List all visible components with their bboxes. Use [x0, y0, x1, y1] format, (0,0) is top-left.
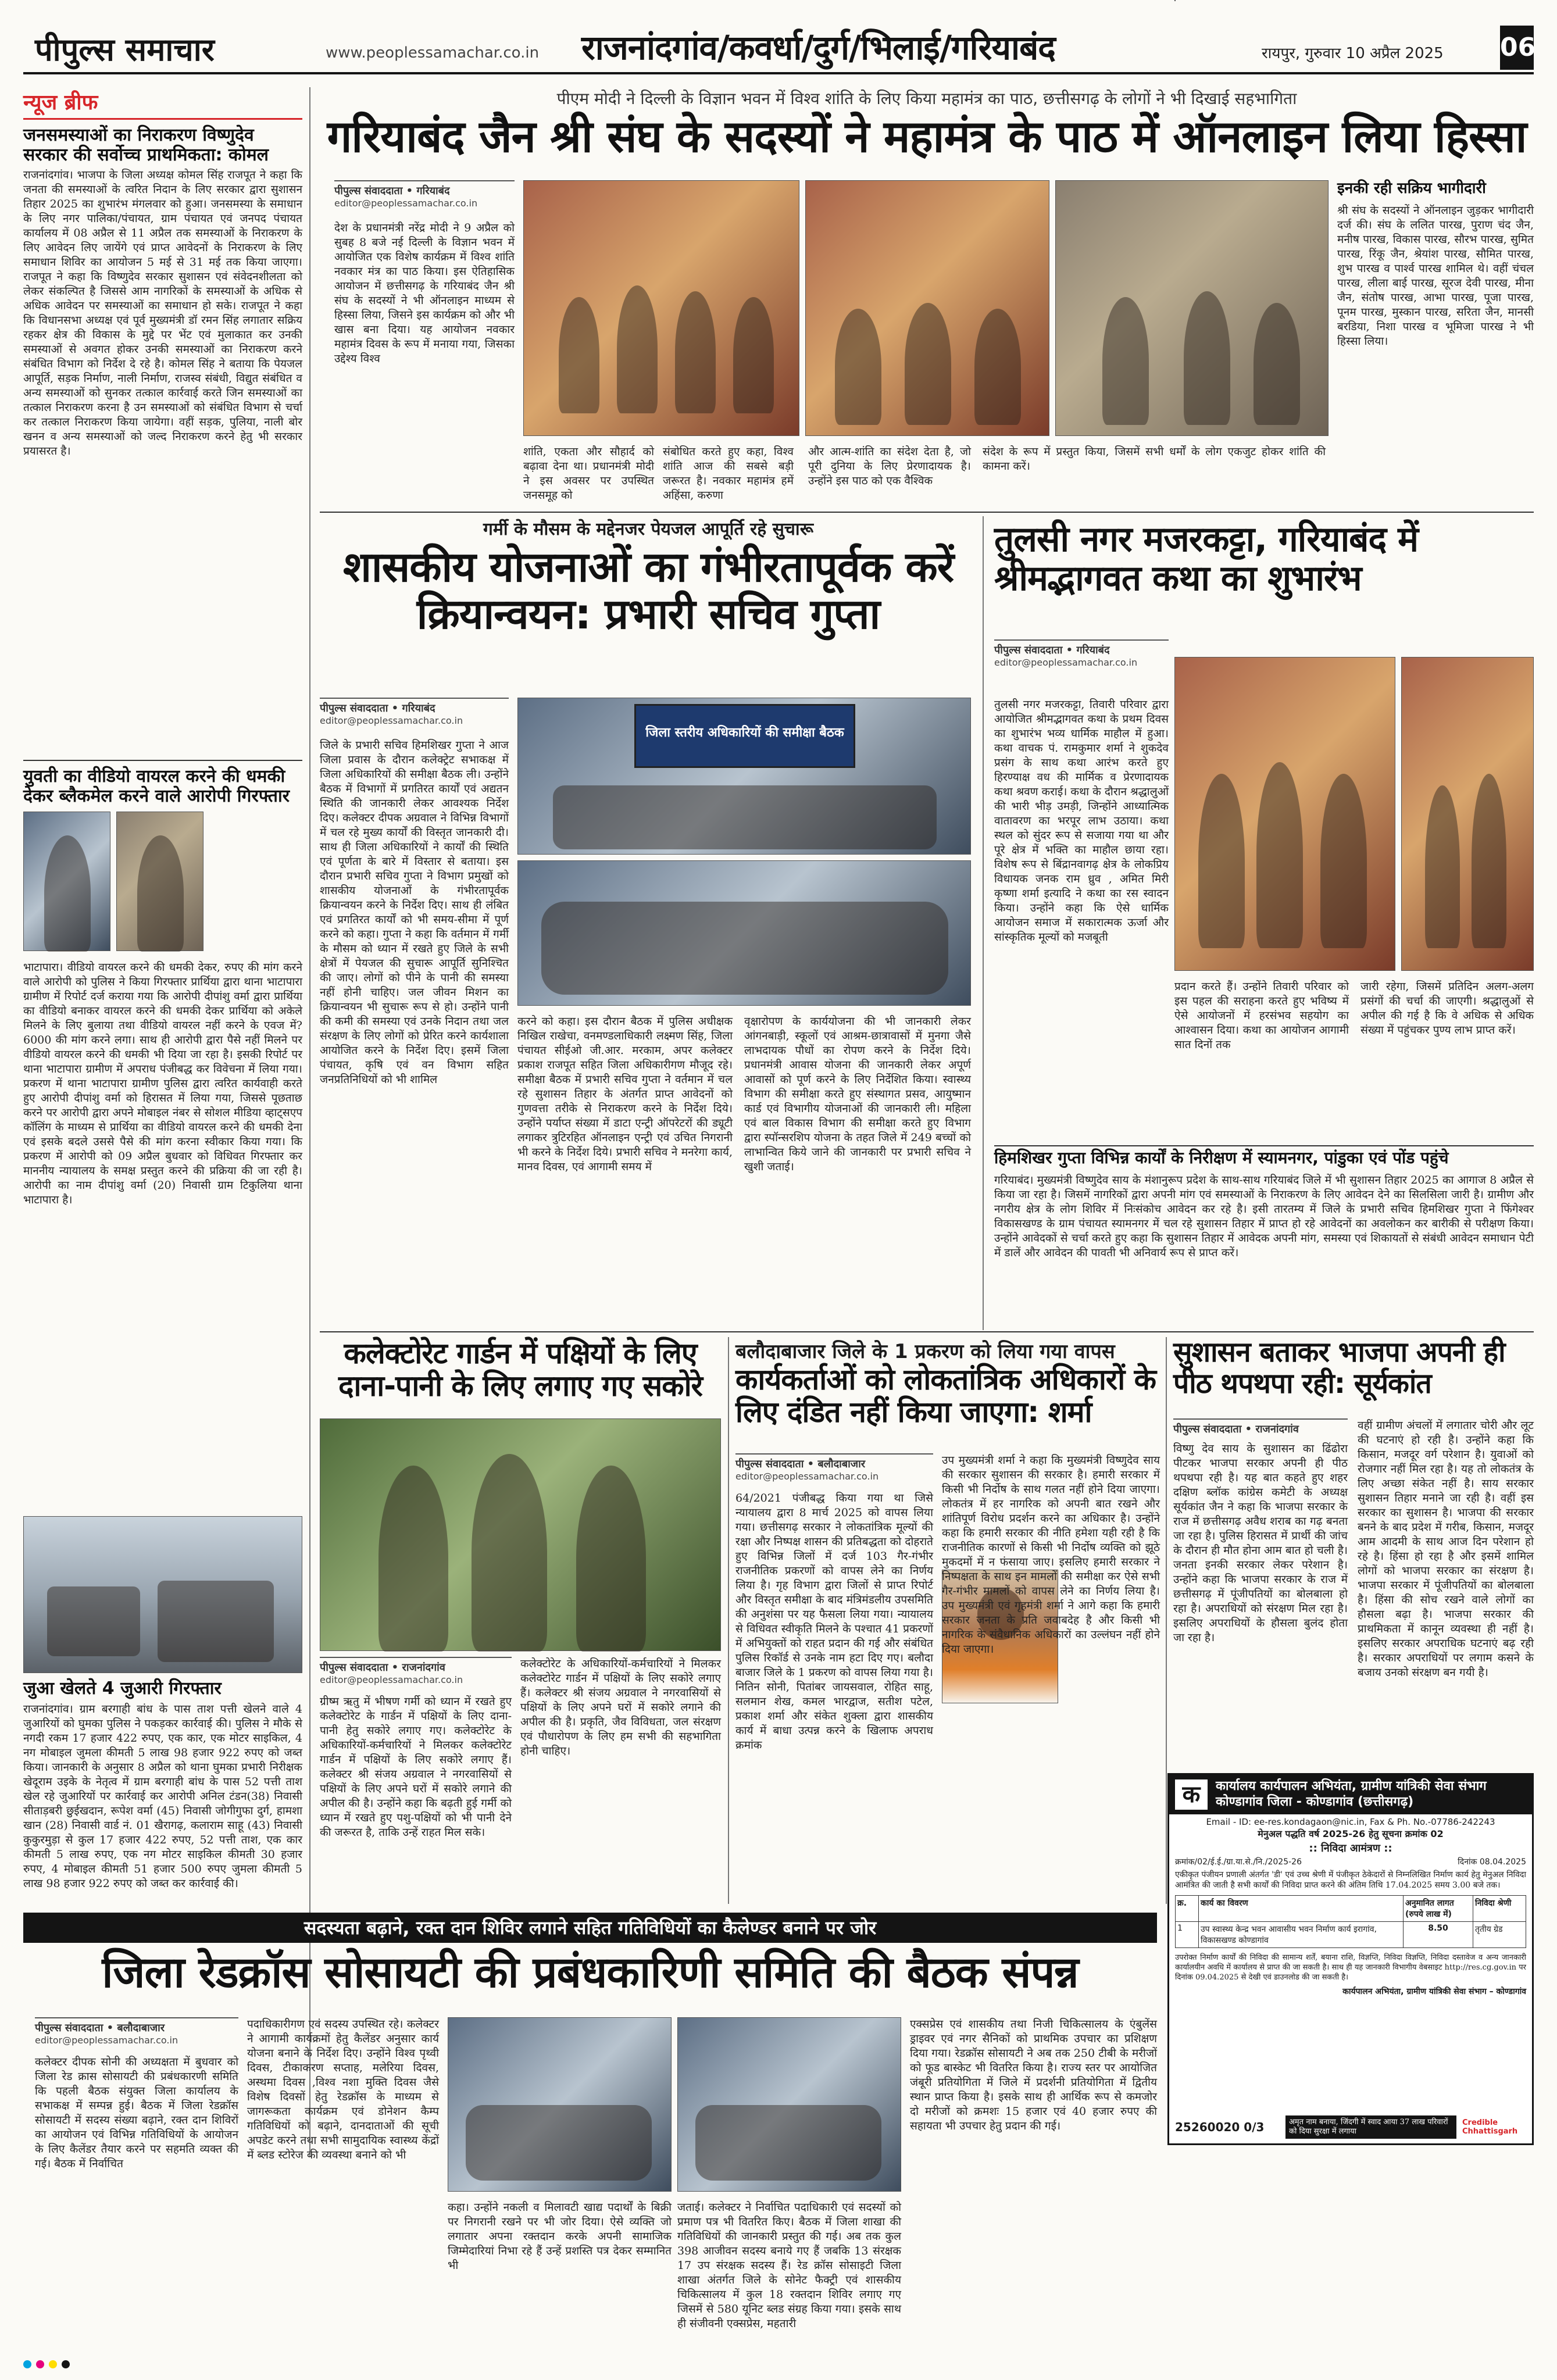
redcross-byline — [35, 2017, 238, 2046]
lead-byline-email: editor@peoplessamachar.co.in — [334, 198, 478, 209]
katha-photo-1 — [1174, 0, 1176, 1]
tender-signature: कार्यपालन अभियंता, ग्रामीण यांत्रिकी सेवा संभाग – कोण्डागांव — [1342, 1987, 1526, 1996]
lead-kicker: पीएम मोदी ने दिल्ली के विज्ञान भवन में विश्व शांति के लिए किया महामंत्र का पाठ, छत्तीसगढ़ के लोगों ने भी दिखाई सहभागिता — [556, 89, 1297, 108]
redcross-meeting-photo-2 — [677, 2017, 901, 2192]
redcross-byline-email: editor@peoplessamachar.co.in — [35, 2035, 178, 2046]
masthead-dateline: रायपुर, गुरुवार 10 अप्रैल 2025 — [1262, 45, 1444, 62]
tender-row-class: तृतीय ग्रेड — [1475, 1925, 1503, 1934]
scheme-headline: शासकीय योजनाओं का गंभीरतापूर्वक करें क्रियान्वयन: प्रभारी सचिव गुप्ता — [342, 542, 954, 638]
redcross-body-1: कलेक्टर दीपक सोनी की अध्यक्षता में बुधवार को जिला रेड क्रास सोसायटी की प्रबंधकारणी समिति कि पहली बैठक संयुक्त जिला कार्यालय के सभाकक्ष में सम्पन्न हुई। बैठक में जिला रेडक्रॉस सोसायटी में सदस्य संख्या बढ़ाने, रक्त दान शिविरों का आयोजन एवं विभिन्न गतिविधियों के आयोजन के लिए कैलेंडर तैयार करने पर सहमति व्यक्त की गई। बैठक में निर्वाचित — [35, 2056, 238, 2170]
accused-photo — [23, 812, 110, 951]
redcross-body-5: एक्सप्रेस एवं शासकीय तथा निजी चिकित्सालय के एंबुलेंस ड्राइवर एवं नगर सैनिकों को प्राथमिक उपचार का प्रशिक्षण दिया गया। रेडक्रॉस सोसायटी ने अब तक 250 टीबी के मरीजों को फूड बास्केट भी वितरित किया है। राज्य स्तर पर आयोजित जंबूरी प्रतियोगिता में जिले में प्रदर्शनी प्रतियोगिता में द्वितीय स्थान प्राप्त किया है। इसके साथ ही आर्थिक रूप से कमजोर दो मरीजों को क्रमशः 15 हजार एवं 40 हजार रुपए की सहायता भी उपचार हेतु प्रदान की गई। — [910, 2018, 1157, 2132]
katha-devotees-photo — [1401, 657, 1534, 971]
redcross-body-2: पदाधिकारीगण एवं सदस्य उपस्थित रहे। कलेक्टर ने आगामी कार्यक्रमों हेतु कैलेंडर अनुसार कार्य योजना बनाने के निर्देश दिए। उन्होंने विश्व पृथ्वी दिवस, टीकाकरण सप्ताह, मलेरिया दिवस, अस्थमा दिवस ,विश्व नशा मुक्ति दिवस जैसे विशेष दिवसों हेतु रेडक्रॉस के माध्यम से जागरूकता कार्यक्रम एवं डोनेशन कैम्प गतिविधियों को बढ़ाने, दानदाताओं की सूची अपडेट करने तथा सभी सामुदायिक स्वास्थ्य केंद्रों में ब्लड स्टोरेज की व्यवस्था बनाने को भी — [247, 2018, 439, 2161]
tender-ref-date: दिनांक 08.04.2025 — [1458, 1857, 1526, 1867]
redcross-kicker: सदस्यता बढ़ाने, रक्त दान शिविर लगाने सहित गतिविधियों का कैलेण्डर बनाने पर जोर — [303, 1917, 877, 1939]
katha-body-1: तुलसी नगर मजरकट्टा, तिवारी परिवार द्वारा आयोजित श्रीमद्भागवत कथा के प्रथम दिवस का शुभारंभ भव्य धार्मिक माहौल में हुआ। कथा वाचक पं. रामकुमार शर्मा ने शुकदेव प्रसंग के साथ कथा आरंभ करते हुए हिरण्याक्ष वध की मार्मिक व प्रेरणादायक कथा श्रवण कराई। कथा के दौरान श्रद्धालुओं की भारी भीड़ उमड़ी, जिन्होंने आध्यात्मिक वातावरण का भरपूर लाभ उठाया। कथा स्थल को सुंदर रूप से सजाया गया था और पूरे क्षेत्र में भक्ति का माहौल छाया रहा। विशेष रूप से बिंद्रानवागढ़ क्षेत्र के लोकप्रिय विधायक जनक राम ध्रुव , अमित मिरी कृष्णा शर्मा इत्यादि ने कथा का रस स्वादन किया। उन्होंने कहा कि ऐसे धार्मिक आयोजन समाज में सकारात्मक ऊर्जा और सांस्कृतिक मूल्यों को मजबूती — [994, 698, 1169, 944]
scheme-body-1: जिले के प्रभारी सचिव हिमशिखर गुप्ता ने आज जिला प्रवास के दौरान कलेक्ट्रेट सभाकक्ष में जिला अधिकारियों की समीक्षा बैठक ली। उन्होंने बैठक में विभागों में प्रगतिरत कार्यों एवं अद्यतन स्थिति की जानकारी लेकर आवश्यक निर्देश दिए। कलेक्टर दीपक अग्रवाल ने विभिन्न विभागों में चल रहे मुख्य कार्यों की विस्तृत जानकारी दी। साथ ही जिला अधिकारियों ने कार्यों की स्थिति एवं पूर्णता के बारे में विस्तार से बताया। इस दौरान प्रभारी सचिव गुप्ता ने विभाग प्रमुखों को शासकीय योजनाओं के गंभीरतापूर्वक क्रियान्वयन करने के निर्देश दिए। साथ ही लंबित एवं प्रगतिरत कार्यों को भी समय-सीमा में पूर्ण करने को कहा। गुप्ता ने कहा कि वर्तमान में गर्मी के मौसम को ध्यान में रखते हुए जिले के सभी क्षेत्रों में पेयजल की सुचारू आपूर्ति सुनिश्चित की जाए। लोगों को पीने के पानी की समस्या नहीं होनी चाहिए। जल जीवन मिशन का क्रियान्वयन भी सुचारू रूप से हो। उन्होंने पानी की कमी की समस्या एवं उनके निदान तथा जल संरक्षण के लिए लोगों को प्रेरित करने कार्यशाला आयोजित करने के निर्देश दिए। इसमें जिला पंचायत, कृषि एवं वन विभाग सहित जनप्रतिनिधियों को भी शामिल — [320, 739, 509, 1086]
sharma-byline — [735, 1453, 933, 1482]
page-number: 06 — [1500, 26, 1534, 70]
sharma-headline: कार्यकर्ताओं को लोकतांत्रिक अधिकारों के लिए दंडित नहीं किया जाएगा: शर्मा — [735, 1363, 1156, 1429]
surya-body-1: विष्णु देव साय के सुशासन का ढिंढोरा पीटकर भाजपा सरकार अपनी ही पीठ थपथपा रही है। यह बात कहते हुए शहर दक्षिण ब्लॉक कांग्रेस कमेटी के अध्यक्ष सूर्यकांत जैन ने कहा कि भाजपा सरकार के राज में छत्तीसगढ़ अवैध शराब का गढ़ बनता जा रहा है। पुलिस हिरासत में प्रार्थी की जांच के दौरान ही मौत होना आम बात हो चली है। जनता इनकी सरकार लेकर परेशान है। उन्होंने कहा कि भाजपा सरकार के राज में छत्तीसगढ़ में पूंजीपतियों का बोलबाला हो रहा है। अपराधियों को संरक्षण मिल रहा है। इसलिए अपराधियों के हौसला बुलंद होता जा रहा है। — [1173, 1442, 1348, 1644]
birds-headline: कलेक्टोरेट गार्डन में पक्षियों के लिए दाना-पानी के लिए लगाए गए सकोरे — [338, 1336, 702, 1403]
jain-ceremony-photo-3 — [1055, 180, 1329, 436]
meeting-screen — [634, 704, 855, 768]
brief-2-body: भाटापारा। वीडियो वायरल करने की धमकी देकर, रुपए की मांग करने वाले आरोपी को पुलिस ने किया गिरफ्तार प्रार्थिया द्वारा थाना भाटापारा ग्रामीण में रिपोर्ट दर्ज कराया गया कि आरोपी दीपांशु वर्मा द्वारा प्रार्थिया का वीडियो बनाकर वायरल करने की धमकी देकर प्रार्थिया को अकेले मिलने के लिए बुलाया तथा वीडियो वायरल नहीं करने के एवज में? 6000 की मांग करने लगा। साथ ही आरोपी द्वारा पैसे नहीं मिलने पर वीडियो वायरल करने की धमकी भी दिया जा रहा है। इसकी रिपोर्ट पर थाना भाटापारा ग्रामीण में अपराध पंजीबद्ध कर विवेचना में लिया गया। प्रकरण में थाना भाटापारा ग्रामीण पुलिस द्वारा त्वरित कार्यवाही करते हुए आरोपी दीपांशु वर्मा को हिरासत में लिया गया, जिससे पूछताछ करने पर आरोपी द्वारा अपने मोबाइल नंबर से सोशल मीडिया व्हाट्सएप कॉलिंग के माध्यम से प्रार्थिया का वीडियो वायरल करने की धमकी देना एवं इसके बदले उससे पैसे की मांग करना स्वीकार किया गया। कि प्रकरण में आरोपी को 09 अप्रैल बुधवार को विधिवत गिरफ्तार कर माननीय न्यायालय के समक्ष प्रस्तुत करने की प्रक्रिया की जा रही है। आरोपी का नाम दीपांशु वर्मा (20) निवासी ग्राम टिकुलिया थाना भाटापारा है। — [23, 961, 302, 1207]
scheme-kicker: गर्मी के मौसम के मद्देनजर पेयजल आपूर्ति रहे सुचारू — [483, 519, 814, 539]
masthead-url: www.peoplessamachar.co.in — [326, 44, 540, 62]
lead-body-3: संबोधित करते हुए कहा, विश्व शांति आज की सबसे बड़ी जरूरत है। नवकार महामंत्र हमें अहिंसा, करुणा — [663, 445, 794, 502]
katha-byline-email: editor@peoplessamachar.co.in — [994, 657, 1138, 668]
bird-feeder-photo — [320, 1418, 721, 1651]
seized-vehicles-photo — [23, 1516, 302, 1673]
review-meeting-photo-1 — [517, 698, 971, 855]
tender-note: उपरोक्त निर्माण कार्यों की निविदा की सामान्य शर्तें, बयाना राशि, विज्ञप्ति, निविदा विज्ञप्ति, निविदा दस्तावेज व अन्य जानकारी कार्यालयीन अवधि में कार्यालय से प्राप्त की जा सकती है। साथ ही यह जानकारी विभागीय वेबसाइट http://res.cg.gov.in पर दिनांक 09.04.2025 से देखी एवं डाउनलोड की जा सकती है। — [1175, 1953, 1526, 1982]
tender-th-no: क्र. — [1176, 1896, 1199, 1921]
tender-th-class: निविदा श्रेणी — [1475, 1899, 1512, 1908]
tender-ref: क्रमांक/02/ई.ई./ग्रा.या.से./नि./2025-26 — [1175, 1857, 1302, 1867]
himshikhar-body: गरियाबंद। मुख्यमंत्री विष्णुदेव साय के मंशानुरूप प्रदेश के साथ-साथ गरियाबंद जिले में भी सुशासन तिहार 2025 का आगाज 8 अप्रैल से किया जा रहा है। जिसमें नागरिकों द्वारा अपनी मांग एवं समस्याओं के निराकरण के लिए आवेदन देने का सिलसिला जारी है। ग्रामीण और नगरीय क्षेत्र के लोग शिविर में निःसंकोच आवेदन कर रहे है। इसी तारतम्य में जिले के प्रभारी सचिव हिमशिखर गुप्ता ने फिंगेश्वर विकासखण्ड के ग्राम पंचायत स्यामनगर में चल रहे सुशासन तिहार में प्राप्त हो रहे आवेदनों का अवलोकन कर बारीकी से परीक्षण किया। उन्होंने आवेदकों से चर्चा करते हुए कहा कि सुशासन तिहार में आवेदक अपनी मांग, समस्या एवं शिकायतों से संबंधी आवेदन समाधान पेटी में डालें और आवेदन की पावती भी अनिवार्य रूप से प्राप्त करें। — [994, 1174, 1534, 1259]
jain-ceremony-photo-2 — [805, 180, 1049, 436]
redcross-kicker-band — [23, 1913, 1157, 1943]
sharma-body-2: उप मुख्यमंत्री शर्मा ने कहा कि मुख्यमंत्री विष्णुदेव साय की सरकार सुशासन की सरकार है। हमारी सरकार में किसी भी निर्दोष के साथ गलत नहीं होने दिया जाएगा। लोकतंत्र में हर नागरिक को अपनी बात रखने और शांतिपूर्ण विरोध प्रदर्शन करने का अधिकार है। उन्होंने कहा कि हमारी सरकार की नीति हमेशा यही रही है कि राजनीतिक कारणों से किसी भी निर्दोष व्यक्ति को झूठे मुकदमों में न फंसाया जाए। इसलिए हमारी सरकार ने निष्पक्षता के साथ इन मामलों की समीक्षा कर ऐसे सभी गैर-गंभीर मामलों को वापस लेने का निर्णय लिया है। उप मुख्यमंत्री एवं गृहमंत्री शर्मा ने आगे कहा कि हमारी सरकार जनता के प्रति जवाबदेह है और किसी भी नागरिक के संवैधानिक अधिकारों का उल्लंघन नहीं होने दिया जाएगा। — [942, 1454, 1160, 1656]
police-officer-photo — [116, 812, 203, 951]
masthead-section: राजनांदगांव/कवर्धा/दुर्ग/भिलाई/गरियाबंद — [581, 28, 1055, 67]
lead-body-5: संदेश के रूप में प्रस्तुत किया, जिसमें सभी धर्मों के लोग एकजुट होकर शांति की कामना करें। — [983, 445, 1326, 473]
lead-side-body: श्री संघ के सदस्यों ने ऑनलाइन जुड़कर भागीदारी दर्ज की। संघ के ललित पारख, पुराण चंद जैन, मनीष पारख, विकास पारख, सौरभ पारख, सुमित पारख, रिंकू जैन, श्रेयांश पारख, सौमित पारख, शुभ पारख व पार्श्व पारख शामिल थे। वहीं चंचल पारख, लीला बाई पारख, सूरज देवी पारख, मीना जैन, संतोष पारख, आभा पारख, पूजा पारख, पूनम पारख, मुस्कान पारख, सरिता जैन, मानसी बरडिया, निशा पारख व भूमिजा पारख ने भी हिस्सा लिया। — [1337, 204, 1534, 348]
redcross-meeting-photo-1 — [448, 2017, 672, 2192]
brief-2-photos — [23, 812, 302, 957]
katha-ceremony-photo — [1174, 657, 1395, 971]
tender-office — [1169, 1775, 1532, 1814]
tender-th-cost: अनुमानित लागत (रुपये लाख में) — [1404, 1896, 1473, 1921]
brief-label: न्यूज ब्रीफ — [23, 87, 302, 120]
sharma-body-1: 64/2021 पंजीबद्ध किया गया था जिसे न्यायालय द्वारा 8 मार्च 2025 को वापस लिया गया। छत्तीसगढ़ सरकार ने लोकतांत्रिक मूल्यों की रक्षा और निष्पक्ष शासन की प्रतिबद्धता को दोहराते हुए विभिन्न जिलों में दर्ज 103 गैर-गंभीर राजनीतिक प्रकरणों को वापस लेने का निर्णय लिया है। गृह विभाग द्वारा जिलों से प्राप्त रिपोर्ट और विस्तृत समीक्षा के बाद मंत्रिमंडलीय उपसमिति की अनुशंसा पर यह फैसला लिया गया। न्यायालय से विधिवत स्वीकृति मिलने के पश्चात 41 प्रकरणों में अभियुक्तों को राहत प्रदान की गई और संबंधित पुलिस रिकॉर्ड से उनके नाम हटा दिए गए। बलौदा बाजार जिले के 1 प्रकरण को वापस लिया गया है। नितिन सोनी, पितांबर जायसवाल, रोहित साहू, सलमान शेख, कमल भारद्वाज, सतीश पटेल, प्रकाश शर्मा और संकेत शुक्ला द्वारा शासकीय कार्य में बाधा उत्पन्न करने के खिलाफ अपराध क्रमांक — [735, 1492, 933, 1752]
sharma-kicker: बलौदाबाजार जिले के 1 प्रकरण को लिया गया वापस — [735, 1340, 1115, 1363]
tender-credible-msg: अमृत नाम बनाया, जिंदगी में स्वाद आया 37 लाख परिवारों को दिया सुरक्षा में लगाया — [1285, 2115, 1456, 2139]
scheme-body-3: वृक्षारोपण के कार्ययोजना की भी जानकारी लेकर आंगनबाड़ी, स्कूलों एवं आश्रम-छात्रावासों में मुनगा जैसे लाभदायक पौधों का रोपण करने के निर्देश दिये। प्रधानमंत्री आवास योजना की जानकारी लेकर अपूर्ण आवासों को पूर्ण करने के लिए निर्देशित किया। स्वास्थ्य विभाग की समीक्षा करते हुए संस्थागत प्रसव, आयुष्मान कार्ड एवं विभागीय योजनाओं की जानकारी ली। महिला एवं बाल विकास विभाग की समीक्षा करते हुए विभाग द्वारा स्पॉन्सरशिप योजना के तहत जिले में 249 बच्चों को लाभान्वित किये जाने की जानकारी पर प्रभारी सचिव ने खुशी जताई। — [744, 1015, 971, 1173]
tender-office-text: कार्यालय कार्यपालन अभियंता, ग्रामीण यांत्रिकी सेवा संभाग कोण्डागांव जिला - कोण्डागांव (छत्तीसगढ़) — [1216, 1779, 1487, 1809]
birds-byline-email: editor@peoplessamachar.co.in — [320, 1674, 463, 1685]
katha-headline: तुलसी नगर मजरकट्टा, गरियाबंद में श्रीमद्भागवत कथा का शुभारंभ — [994, 519, 1419, 599]
tender-th-work: कार्य का विवरण — [1199, 1896, 1404, 1921]
scheme-byline-email: editor@peoplessamachar.co.in — [320, 715, 463, 726]
sharma-byline-email: editor@peoplessamachar.co.in — [735, 1471, 879, 1482]
surya-headline: सुशासन बताकर भाजपा अपनी ही पीठ थपथपा रही: सूर्यकांत — [1173, 1336, 1505, 1400]
masthead-logo — [35, 27, 215, 70]
lead-headline: गरियाबंद जैन श्री संघ के सदस्यों ने महामंत्र के पाठ में ऑनलाइन लिया हिस्सा — [327, 110, 1527, 162]
redcross-byline-text: पीपुल्स संवाददाता • बलौदाबाजार — [35, 2022, 165, 2034]
tender-series: मेनुअल पद्धति वर्ष 2025-26 हेतु सूचना क्रमांक 02 — [1258, 1828, 1444, 1839]
credible-chhattisgarh-logo: Credible Chhattisgarh — [1462, 2118, 1518, 2136]
meeting-screen-text: जिला स्तरीय अधिकारियों की समीक्षा बैठक — [645, 726, 844, 740]
tender-row-no: 1 — [1176, 1922, 1199, 1947]
brief-1-body: राजनांदगांव। भाजपा के जिला अध्यक्ष कोमल सिंह राजपूत ने कहा कि जनता की समस्याओं के त्वरित निदान के लिए सरकार द्वारा सुशासन तिहार 2025 का शुभारंभ मंगलवार को हुआ। जनसमस्या के समाधान के लिए नगर पालिका/पंचायत, ग्राम पंचायत एवं जनपद पंचायत कार्यालय में 08 अप्रैल से 11 अप्रैल तक समस्याओं के निराकरण के लिए आवेदन लिए जायेंगे एवं प्राप्त आवेदनों के निराकरण के लिए समाधान शिविर का आयोजन 5 मई से 31 मई तक किया जाएगा। राजपूत ने कहा कि विष्णुदेव सरकार सुशासन एवं संवेदनशीलता को लेकर संकल्पित है जिससे आम नागरिकों के समस्याओं के अधिक से अधिक आवेदन पर समस्याओं का समाधान हो सके। राजपूत ने कहा कि विधानसभा अध्यक्ष एवं पूर्व मुख्यमंत्री डॉ रमन सिंह लगातार सक्रिय रहकर क्षेत्र की विकास के मुद्दे पर भेंट एवं मुलाकात कर उनकी समस्याओं से अवगत होकर उनकी समस्याओं का निराकरण करने संबंधित विभाग को निर्देश दे रहे है। कोमल सिंह ने बताया कि पेयजल आपूर्ति, सड़क निर्माण, नाली निर्माण, राजस्व संबंधी, विद्युत संबंधित व अन्य समस्याओं को सुनकर तत्काल कार्रवाई करते जिन समस्याओं का तत्काल निराकरण करना है उन समस्याओं को संबंधित विभाग से चर्चा कर तत्काल निराकरण किया जायेगा। वहीं सड़क, पुलिया, नाली बोर खनन व अन्य समस्याओं को जल्द निराकरण करने हेतु भी सरकार प्रयासरत है। — [23, 169, 302, 458]
lead-body-2: शांति, एकता और सौहार्द को बढ़ावा देना था। प्रधानमंत्री मोदी ने इस अवसर पर उपस्थित जनसमूह को — [523, 445, 654, 502]
tender-notice — [1167, 1773, 1534, 2145]
lead-side-headline: इनकी रही सक्रिय भागीदारी — [1337, 180, 1486, 197]
tender-title: :: निविदा आमंत्रण :: — [1309, 1842, 1392, 1854]
brief-1-headline: जनसमस्याओं का निराकरण विष्णुदेव सरकार की सर्वोच्च प्राथमिकता: कोमल — [23, 125, 269, 165]
logo-text: पीपुल्स समाचार — [35, 31, 215, 68]
redcross-body-4: जताई। कलेक्टर ने निर्वाचित पदाधिकारी एवं सदस्यों को प्रमाण पत्र भी वितरित किए। बैठक में जिला शाखा की गतिविधियों की जानकारी प्रस्तुत की गई। अब तक कुल 398 आजीवन सदस्य बनाये गए हैं जबकि 13 संरक्षक 17 उप संरक्षक सदस्य हैं। रेड क्रॉस सोसाइटी जिला शाखा अंतर्गत जिले के सोनेट फैक्ट्री एवं शासकीय चिकित्सालय में कुल 18 रक्तदान शिविर लगाए गए जिसमें से 580 यूनिट ब्लड संग्रह किया गया। इसके साथ ही संजीवनी एक्सप्रेस, महतारी — [677, 2201, 901, 2330]
news-brief-column — [23, 87, 302, 2157]
birds-byline-text: पीपुल्स संवाददाता • राजनांदगांव — [320, 1661, 445, 1674]
katha-byline-text: पीपुल्स संवाददाता • गरियाबंद — [994, 644, 1110, 656]
brief-3-body: राजनांदगांव। ग्राम बरगाही बांध के पास ताश पत्ती खेलने वाले 4 जुआरियों को घुमका पुलिस ने पकड़कर कार्रवाई की। पुलिस ने मौके से नगदी रकम 17 हजार 422 रुपए, एक कार, एक मोटर साइकिल, 4 नग मोबाइल जुमला कीमती 5 लाख 98 हजार 922 रुपए को जब्त किया। जानकारी के अनुसार 8 अप्रैल को थाना घुमका प्रभारी निरीक्षक खेदूराम उइके के नेतृत्व में ग्राम बरगाही बांध के पास 52 पत्ती ताश खेल रहे जुआरियों पर कार्रवाई कर आरोपी अनिल टंडन(38) निवासी सीताड़बरी छुईखदान, रूपेश वर्मा (45) निवासी जोगीगुफा दुर्ग, हामशा खान (28) निवासी वार्ड नं. 01 खैरागढ़, कलाराम साहू (43) निवासी कुकुरमुड़ा से कुल 17 हजार 422 रुपए, 52 पत्ती ताश, एक कार कीमती 5 लाख रुपए, एक नग मोटर साइकिल कीमती 30 हजार रुपए, 4 मोबाइल कीमती 51 हजार 500 रुपए जुमला कीमती 5 लाख 98 हजार 922 रुपए को जब्त कर कार्रवाई की। — [23, 1702, 302, 1890]
jain-ceremony-photo-1 — [523, 180, 799, 436]
redcross-headline: जिला रेडक्रॉस सोसायटी की प्रबंधकारिणी समिति की बैठक संपन्न — [102, 1947, 1079, 1997]
lead-byline — [334, 180, 515, 209]
lead-body-4: और आत्म-शांति का संदेश देता है, जो पूरी दुनिया के लिए प्रेरणादायक है। उन्होंने इस पाठ को एक वैश्विक — [808, 445, 971, 487]
birds-body-2: कलेक्टोरेट के अधिकारियों-कर्मचारियों ने मिलकर कलेक्टोरेट गार्डन में पक्षियों के लिए सकोरे लगाए हैं। कलेक्टर श्री संजय अग्रवाल ने नगरवासियों से पक्षियों के लिए अपने घरों में सकोरे लगाने की अपील की है। प्रकृति, जैव विविधता, जल संरक्षण एवं पौधारोपण के लिए हम सभी की सहभागिता होनी चाहिए। — [520, 1657, 721, 1757]
katha-body-3: जारी रहेगा, जिसमें प्रतिदिन अलग-अलग प्रसंगों की चर्चा की जाएगी। श्रद्धालुओं से अपील की गई है कि वे अधिक से अधिक संख्या में पहुंचकर पुण्य लाभ प्राप्त करें। — [1360, 980, 1534, 1037]
surya-body-2: वहीं ग्रामीण अंचलों में लगातार चोरी और लूट की घटनाएं हो रही है। उन्होंने कहा कि किसान, मजदूर वर्ग परेशान है। युवाओं को रोजगार नहीं मिल रहा है। यह तो लोकतंत्र के लिए अच्छा संकेत नहीं है। साय सरकार सुशासन तिहार मनाने जा रही है। वहीं इस सरकार का सुशासन है। भाजपा की सरकार बनने के बाद प्रदेश में गरीब, किसान, मजदूर आम आदमी के साथ आज दिन परेशान हो रहे है। हिंसा हो रहा है और इसमें शामिल लोगों को भाजपा सरकार का संरक्षण है। भाजपा सरकार में पूंजीपतियों का बोलबाला है। हिंसा की सोच रखने वाले लोगों का हौसला बढ़ा है। भाजपा सरकार की प्राथमिकता में कानून व्यवस्था ही नहीं है। इसलिए सरकार अपराधिक घटनाएं बढ़ रही है। सरकार अपराधियों पर लगाम कसने के बजाय उनको संरक्षण बन गयी है। — [1358, 1419, 1534, 1679]
birds-body-1: ग्रीष्म ऋतु में भीषण गर्मी को ध्यान में रखते हुए कलेक्टोरेट के गार्डन में पक्षियों के लिए दाना- पानी हेतु सकोरे लगाए गए। कलेक्टोरेट के अधिकारियों-कर्मचारियों ने मिलकर कलेक्टोरेट गार्डन में पक्षियों के लिए सकोरे लगाए हैं। कलेक्टर श्री संजय अग्रवाल ने नगरवासियों से पक्षियों के लिए अपने घरों में सकोरे लगाने की अपील की है। उन्होंने कहा कि बढ़ती हुई गर्मी को ध्यान में रखते हुए पशु-पक्षियों को भी पानी देने की जरूरत है, ताकि उन्हें राहत मिल सके। — [320, 1695, 512, 1839]
masthead — [23, 21, 1534, 74]
scheme-byline — [320, 698, 509, 726]
tender-intro: एकीकृत पंजीयन प्रणाली अंतर्गत 'डी' एवं उच्च श्रेणी में पंजीकृत ठेकेदारों से निम्नलिखित निर्माण कार्य हेतु मेनुअल निविदा आमंत्रित की जाती है सभी कार्यों की निविदा प्राप्त करने की अंतिम तिथि 17.04.2025 समय 3.00 बजे तक। — [1175, 1870, 1526, 1890]
scheme-byline-text: पीपुल्स संवाददाता • गरियाबंद — [320, 702, 435, 714]
brief-3-headline: जुआ खेलते 4 जुआरी गिरफ्तार — [23, 1678, 222, 1699]
lead-body-1: देश के प्रधानमंत्री नरेंद्र मोदी ने 9 अप्रैल को सुबह 8 बजे नई दिल्ली के विज्ञान भवन में आयोजित एक विशेष कार्यक्रम में विश्व शांति नवकार मंत्र का पाठ किया। इस ऐतिहासिक आयोजन में छत्तीसगढ़ के गरियाबंद जैन श्री संघ के सदस्यों ने भी ऑनलाइन माध्यम से हिस्सा लिया, जिसने इस कार्यक्रम को और भी खास बना दिया। यह आयोजन नवकार महामंत्र दिवस के रूप में मनाया गया, जिसका उद्देश्य विश्व — [334, 221, 515, 365]
redcross-body-3: कहा। उन्होंने नकली व मिलावटी खाद्य पदार्थों के बिक्री पर निगरानी रखने पर भी जोर दिया। ऐसे व्यक्ति जो लगातार अपना रक्तदान करके अपनी सामाजिक जिम्मेदारियां निभा रहे हैं उन्हें प्रशस्ति पत्र देकर सम्मानित भी — [448, 2201, 672, 2272]
tender-emblem-icon: क — [1175, 1779, 1208, 1810]
brief-2-headline: युवती का वीडियो वायरल करने की धमकी देकर ब्लैकमेल करने वाले आरोपी गिरफ्तार — [23, 760, 302, 806]
surya-byline-text: पीपुल्स संवाददाता • राजनांदगांव — [1173, 1423, 1299, 1435]
surya-byline — [1173, 1418, 1348, 1436]
katha-body-2: प्रदान करते हैं। उन्होंने तिवारी परिवार को इस पहल की सराहना करते हुए भविष्य में ऐसे आयोजनों में हरसंभव सहयोग का आश्वासन दिया। कथा का आयोजन आगामी सात दिनों तक — [1174, 980, 1349, 1051]
scheme-body-2: करने को कहा। इस दौरान बैठक में पुलिस अधीक्षक निखिल राखेचा, वनमण्डलाधिकारी लक्ष्मण सिंह, जिला पंचायत सीईओ जी.आर. मरकाम, अपर कलेक्टर प्रकाश राजपूत सहित जिला अधिकारीगण मौजूद रहे। समीक्षा बैठक में प्रभारी सचिव गुप्ता ने वर्तमान में चल रहे सुशासन तिहार के अंतर्गत प्राप्त आवेदनों को गुणवत्ता तरीके से निराकरण करने के निर्देश दिये। उन्होंने पर्याप्त संख्या में डाटा एन्ट्री ऑपरेटरों की ड्यूटी लगाकर त्रुटिरहित ऑनलाइन एन्ट्री एवं उचित निगरानी भी करने के निर्देश दिये। प्रभारी सचिव ने मनरेगा कार्य, मानव दिवस, एवं आगामी समय में — [517, 1015, 733, 1173]
birds-byline — [320, 1657, 512, 1685]
review-meeting-photo-2 — [517, 860, 971, 1006]
tender-contact: Email - ID: ee-res.kondagaon@nic.in, Fax & Ph. No.-07786-242243 — [1206, 1817, 1495, 1827]
himshikhar-headline: हिमशिखर गुप्ता विभिन्न कार्यों के निरीक्षण में स्यामनगर, पांडुका एवं पोंड पहुंचे — [994, 1148, 1449, 1167]
tender-code: 25260020 0/3 — [1175, 2120, 1265, 2134]
katha-byline — [994, 639, 1169, 668]
tender-table — [1175, 1895, 1526, 1948]
print-registration-marks — [23, 2360, 1534, 2368]
table-row — [1176, 1922, 1526, 1947]
tender-row-cost: 8.50 — [1404, 1922, 1473, 1947]
lead-byline-text: पीपुल्स संवाददाता • गरियाबंद — [334, 185, 450, 197]
sharma-byline-text: पीपुल्स संवाददाता • बलौदाबाजार — [735, 1458, 866, 1470]
tender-row-work: उप स्वास्थ्य केन्द्र भवन आवासीय भवन निर्माण कार्य इरागांव, विकासखण्ड कोण्डागांव — [1199, 1922, 1404, 1947]
